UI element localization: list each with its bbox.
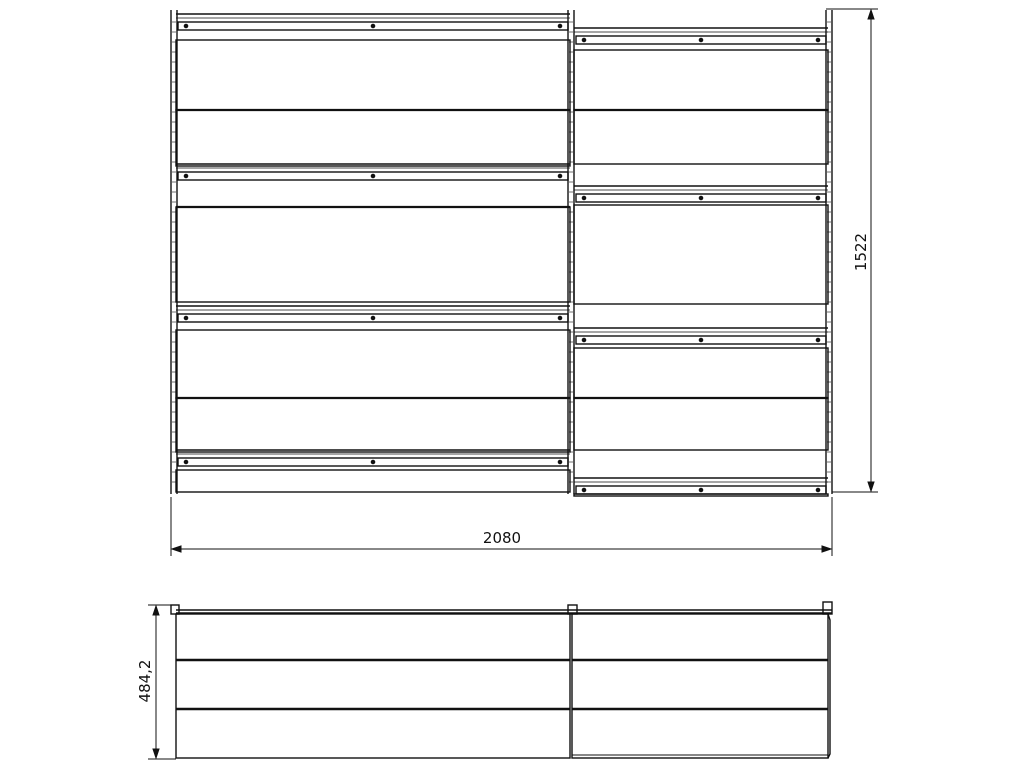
rivet <box>558 174 561 177</box>
width-dimension <box>171 497 832 556</box>
front-panel <box>176 398 570 452</box>
front-panel <box>176 207 570 302</box>
rivet <box>699 38 702 41</box>
front-panel <box>574 398 828 450</box>
rivet <box>558 316 561 319</box>
rivet <box>816 338 819 341</box>
depth-dimension-label: 484,2 <box>136 659 154 703</box>
rivet <box>582 488 585 491</box>
rivet <box>184 24 187 27</box>
width-dimension-label: 2080 <box>482 529 522 547</box>
rivet <box>184 460 187 463</box>
rivet <box>582 38 585 41</box>
front-view <box>171 10 832 496</box>
front-panel <box>176 110 570 166</box>
rivet <box>699 488 702 491</box>
rivet <box>184 174 187 177</box>
front-panel <box>176 470 570 492</box>
rivet <box>184 316 187 319</box>
front-panel <box>574 50 828 110</box>
rivet <box>816 196 819 199</box>
front-panel <box>574 348 828 398</box>
rivet <box>699 338 702 341</box>
height-dimension-label: 1522 <box>852 232 870 272</box>
rivet <box>371 316 374 319</box>
rivet <box>816 488 819 491</box>
right-bay <box>574 28 828 496</box>
plan-view <box>171 602 832 758</box>
rivet <box>371 174 374 177</box>
front-panel <box>574 494 828 496</box>
front-panel <box>176 40 570 110</box>
rivet <box>582 196 585 199</box>
front-panel <box>574 110 828 164</box>
front-panel <box>574 205 828 304</box>
rivet <box>371 24 374 27</box>
rivet <box>558 460 561 463</box>
rivet <box>699 196 702 199</box>
rivet <box>371 460 374 463</box>
rivet <box>582 338 585 341</box>
uprights <box>171 10 832 494</box>
front-panel <box>176 330 570 398</box>
rivet <box>558 24 561 27</box>
rivet <box>816 38 819 41</box>
left-bay <box>176 14 570 492</box>
